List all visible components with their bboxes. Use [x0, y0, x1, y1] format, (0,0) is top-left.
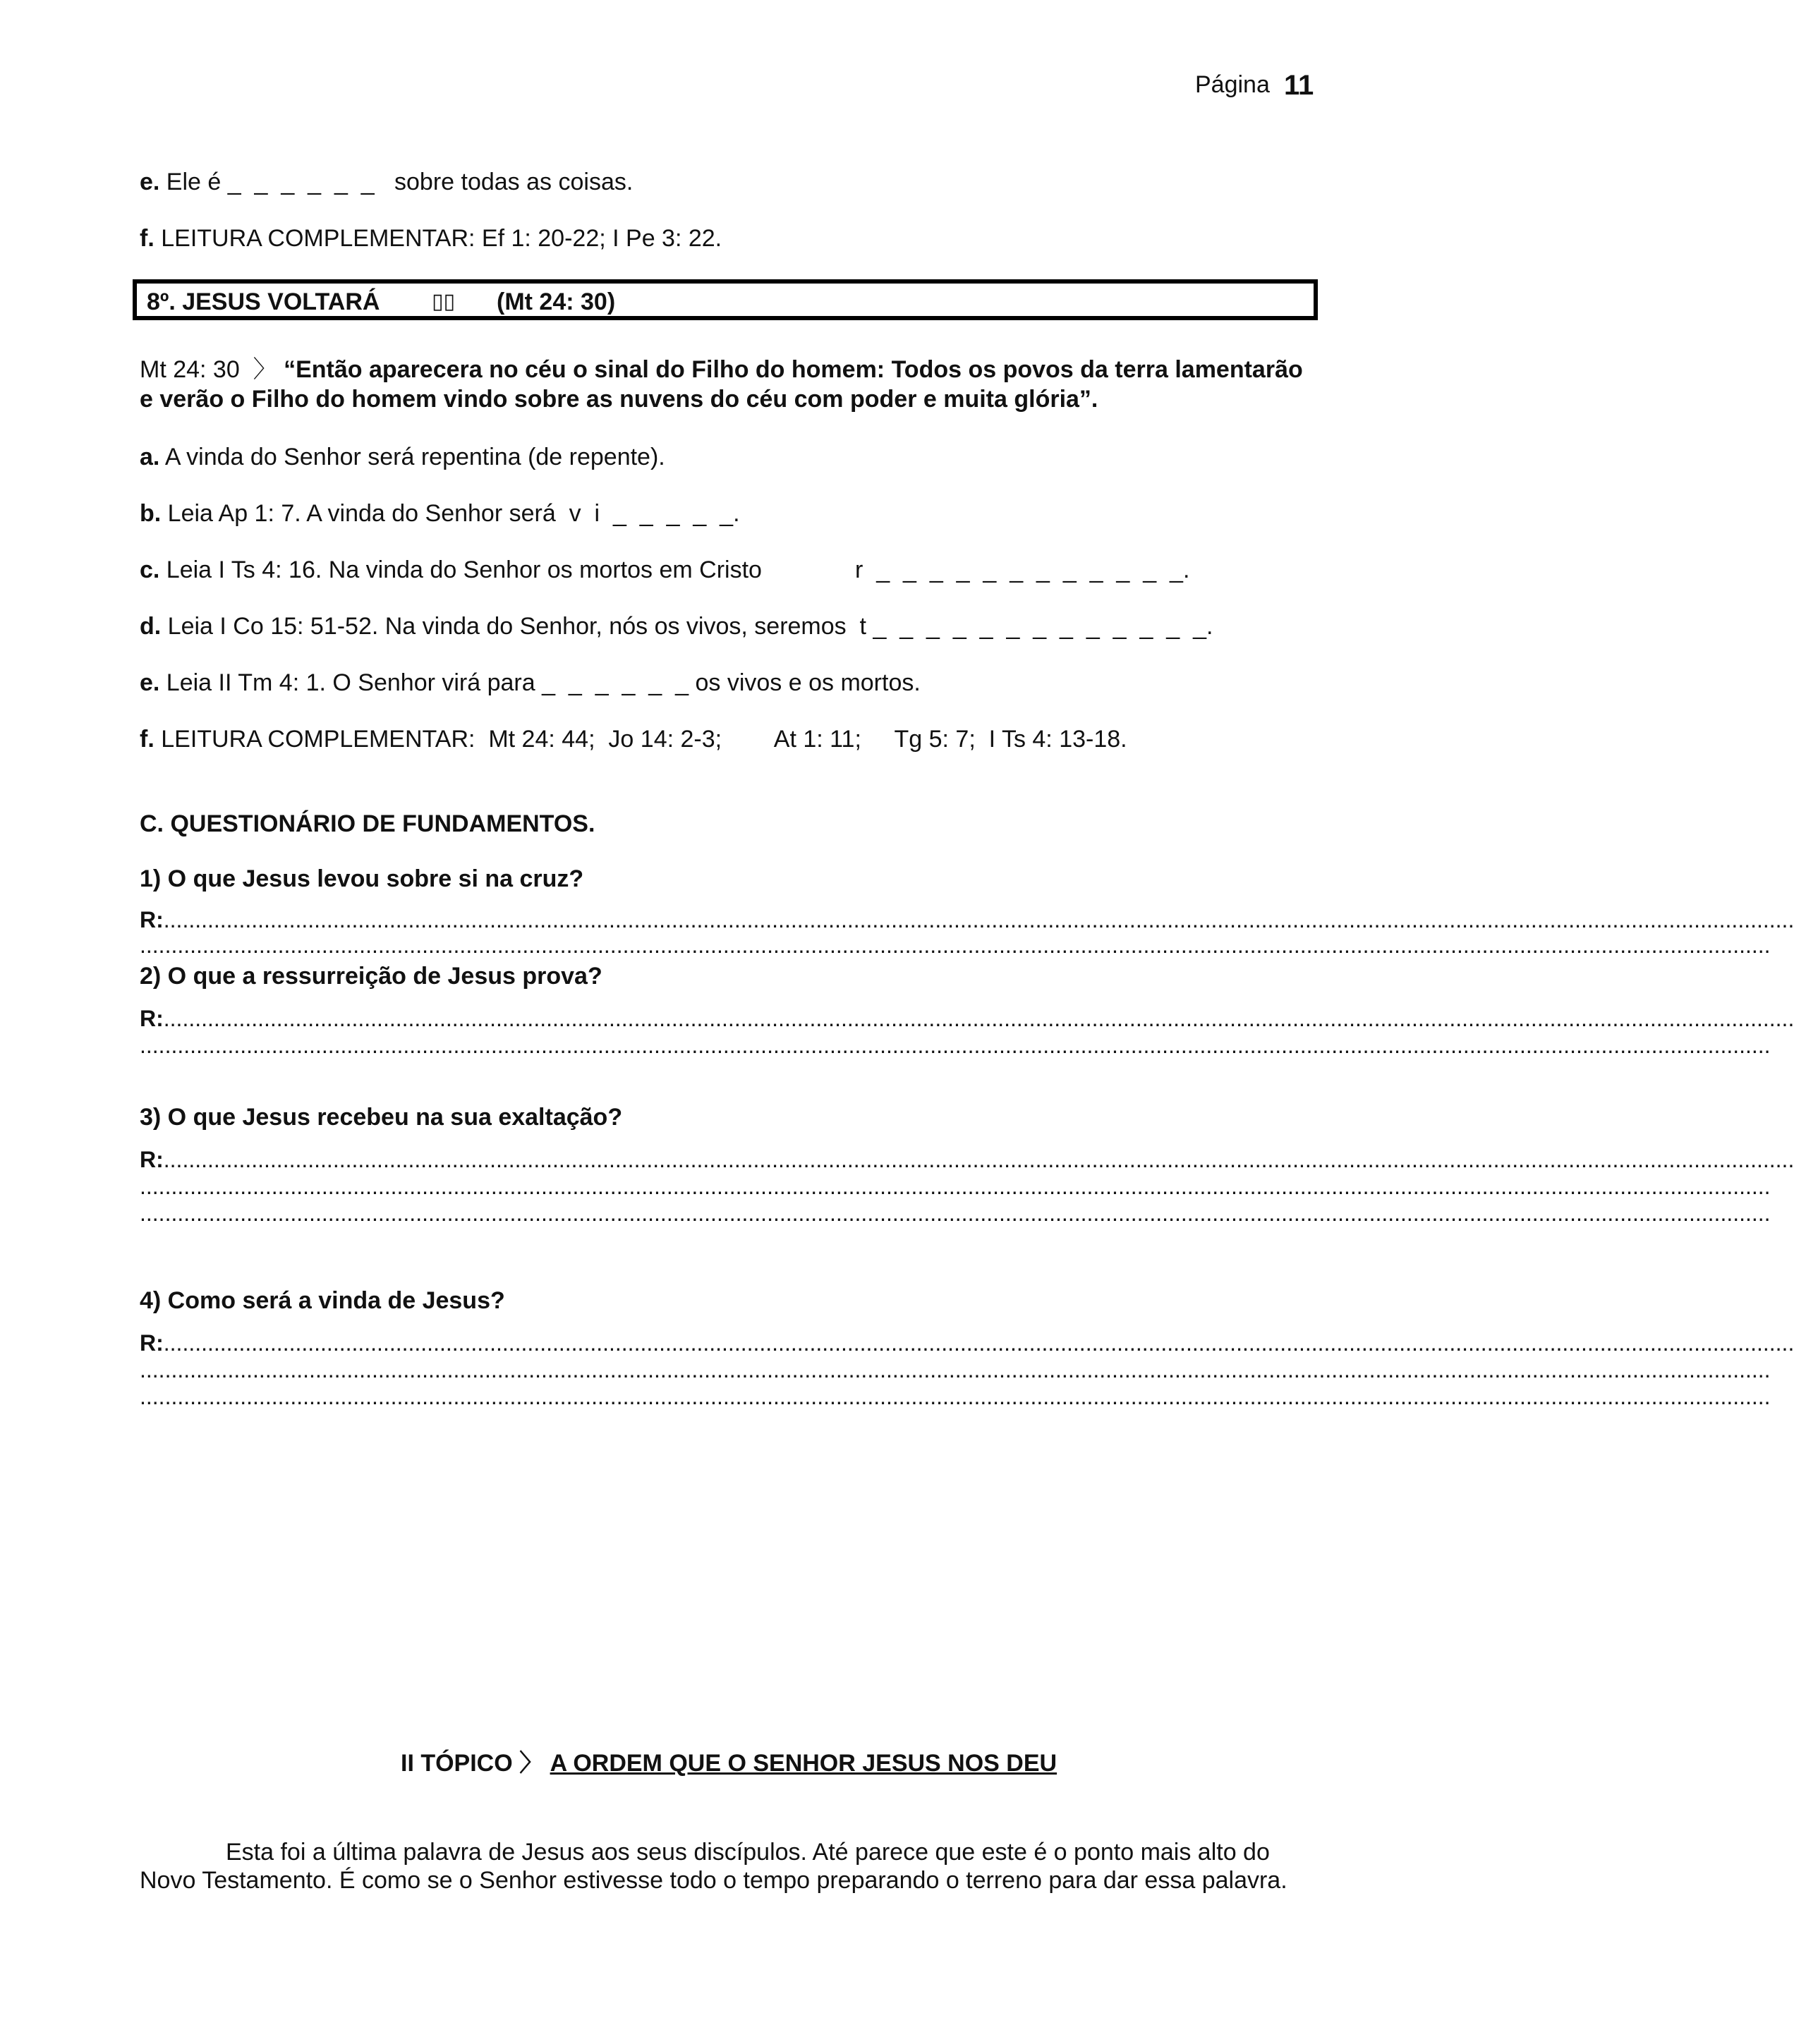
paragraph-line-1: Esta foi a última palavra de Jesus aos seus discípulos. Até parece que este é o ponto mais alto do	[226, 1839, 1270, 1866]
dotted-leader: ....................................................................................................................................................................................................................................................................	[140, 932, 1771, 958]
item-f-top: f. LEITURA COMPLEMENTAR: Ef 1: 20-22; I Pe 3: 22.	[140, 225, 722, 252]
dotted-leader: ....................................................................................................................................................................................................................................................................	[140, 1200, 1771, 1226]
answer-4-line-2[interactable]	[140, 1356, 1771, 1384]
section-8-title: 8º. JESUS VOLTARÁ	[147, 288, 380, 315]
verse-ref: Mt 24: 30 〉	[140, 356, 284, 383]
verse-line-1: Mt 24: 30 〉 “Então aparecera no céu o sinal do Filho do homem: Todos os povos da terra lamentarão	[140, 356, 1303, 383]
answer-1-line-2[interactable]	[140, 931, 1771, 959]
question-1: 1) O que Jesus levou sobre si na cruz?	[140, 865, 584, 892]
answer-3-line-1[interactable]: R:....................................................................................................................................................................................................................................................................	[140, 1147, 1794, 1172]
section-8-glyphs: ▯▯	[432, 290, 456, 313]
paragraph-line-2: Novo Testamento. É como se o Senhor estivesse todo o tempo preparando o terreno para dar essa palavra.	[140, 1867, 1287, 1894]
item-e: e. Leia II Tm 4: 1. O Senhor virá para _ _ _ _ _ _ os vivos e os mortos.	[140, 669, 921, 696]
item-f: f. LEITURA COMPLEMENTAR: Mt 24: 44; Jo 14: 2-3; At 1: 11; Tg 5: 7; I Ts 4: 13-18.	[140, 726, 1127, 753]
answer-4-line-3[interactable]	[140, 1382, 1771, 1411]
answer-2-line-1[interactable]: R:....................................................................................................................................................................................................................................................................	[140, 1006, 1794, 1031]
page-number: 11	[1284, 70, 1314, 101]
answer-1-line-1[interactable]: R:....................................................................................................................................................................................................................................................................	[140, 907, 1794, 932]
dotted-leader: ....................................................................................................................................................................................................................................................................	[163, 1330, 1794, 1356]
topic-title: A ORDEM QUE O SENHOR JESUS NOS DEU	[550, 1750, 1057, 1777]
dotted-leader: ....................................................................................................................................................................................................................................................................	[140, 1357, 1771, 1382]
question-3: 3) O que Jesus recebeu na sua exaltação?	[140, 1104, 623, 1131]
answer-2-line-2[interactable]	[140, 1031, 1771, 1059]
dotted-leader: ....................................................................................................................................................................................................................................................................	[140, 1174, 1771, 1199]
item-c-blank: r _ _ _ _ _ _ _ _ _ _ _ _.	[855, 556, 1190, 583]
item-b: b. Leia Ap 1: 7. A vinda do Senhor será v i _ _ _ _ _.	[140, 500, 740, 527]
questionnaire-title: C. QUESTIONÁRIO DE FUNDAMENTOS.	[140, 810, 595, 837]
topic-heading	[401, 1749, 1057, 1777]
page-label: Página	[1195, 71, 1270, 98]
topic-prefix: II TÓPICO 〉	[401, 1750, 550, 1777]
item-d: d. Leia I Co 15: 51-52. Na vinda do Senhor, nós os vivos, seremos t _ _ _ _ _ _ _ _ _ _ _ _ _.	[140, 613, 1213, 640]
answer-3-line-2[interactable]	[140, 1172, 1771, 1200]
question-4: 4) Como será a vinda de Jesus?	[140, 1287, 505, 1314]
section-8-ref: (Mt 24: 30)	[497, 288, 616, 315]
verse-line-2: e verão o Filho do homem vindo sobre as nuvens do céu com poder e muita glória”.	[140, 386, 1098, 413]
item-c: c. Leia I Ts 4: 16. Na vinda do Senhor os mortos em Cristo	[140, 556, 762, 583]
dotted-leader: ....................................................................................................................................................................................................................................................................	[163, 907, 1794, 932]
dotted-leader: ....................................................................................................................................................................................................................................................................	[140, 1384, 1771, 1409]
item-e-top: e. Ele é _ _ _ _ _ _ sobre todas as coisas.	[140, 169, 634, 195]
item-a: a. A vinda do Senhor será repentina (de repente).	[140, 444, 665, 470]
dotted-leader: ....................................................................................................................................................................................................................................................................	[163, 1147, 1794, 1172]
dotted-leader: ....................................................................................................................................................................................................................................................................	[140, 1033, 1771, 1058]
dotted-leader: ....................................................................................................................................................................................................................................................................	[163, 1006, 1794, 1031]
question-2: 2) O que a ressurreição de Jesus prova?	[140, 963, 602, 990]
answer-3-line-3[interactable]	[140, 1199, 1771, 1227]
answer-4-line-1[interactable]: R:....................................................................................................................................................................................................................................................................	[140, 1330, 1794, 1356]
